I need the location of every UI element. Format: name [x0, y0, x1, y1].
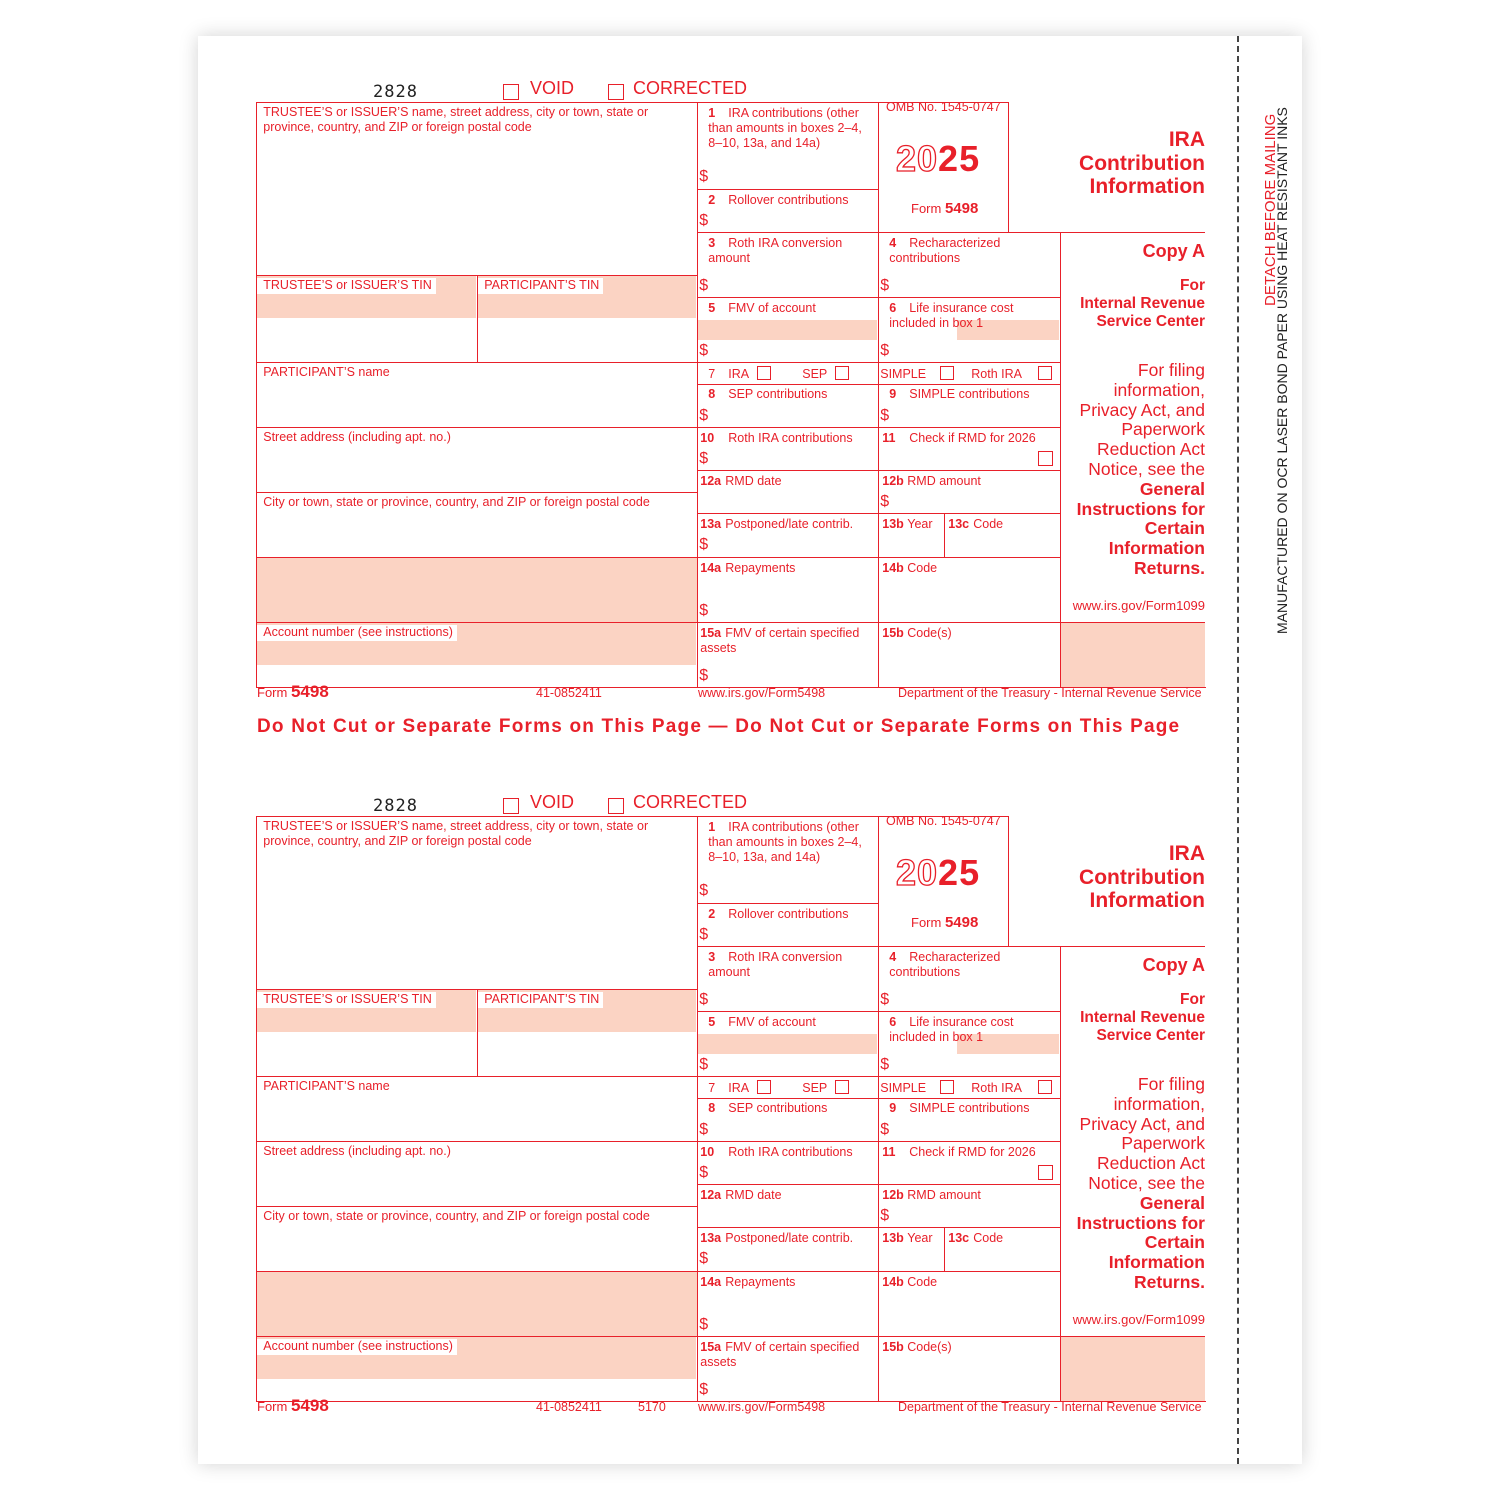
- dollar-sign: $: [699, 667, 709, 685]
- form-title: IRA Contribution Information: [1079, 128, 1205, 198]
- shaded-corner: [1060, 622, 1205, 688]
- form-code: 2828: [373, 796, 418, 816]
- box14b-label: 14b Code: [882, 561, 938, 576]
- simple-checkbox[interactable]: [940, 1080, 954, 1094]
- box10-label: 10 Roth IRA contributions: [700, 1145, 853, 1160]
- dollar-sign: $: [699, 1316, 709, 1334]
- box7-ira-label: IRA: [728, 367, 750, 382]
- box7-ira-label: IRA: [728, 1081, 750, 1096]
- dollar-sign: $: [880, 277, 890, 295]
- box14a-label: 14a Repayments: [700, 561, 796, 576]
- void-checkbox[interactable]: [503, 798, 519, 814]
- tax-year: 2025: [896, 852, 981, 893]
- box15a-label: 15a FMV of certain specified assets: [700, 1340, 860, 1370]
- box13a-label: 13a Postponed/late contrib.: [700, 1231, 854, 1246]
- box1-field[interactable]: [697, 816, 879, 904]
- box4-field[interactable]: [878, 232, 1061, 298]
- box4-field[interactable]: [878, 946, 1061, 1012]
- irs-link[interactable]: www.irs.gov/Form1099: [1072, 1312, 1205, 1327]
- box6-field[interactable]: [878, 1011, 1061, 1077]
- box12a-label: 12a RMD date: [700, 474, 782, 489]
- catalog-number: 41-0852411: [536, 686, 602, 700]
- box3-label: 3 Roth IRA conversion amount: [708, 236, 843, 266]
- box15b-field[interactable]: [878, 622, 1061, 688]
- box13c-field[interactable]: [944, 1227, 1061, 1272]
- box8-field[interactable]: [697, 1098, 879, 1142]
- trustee-tin-label: TRUSTEE’S or ISSUER’S TIN: [257, 278, 436, 294]
- box15a-field[interactable]: [697, 622, 879, 688]
- box7-right-field: [878, 362, 1061, 385]
- box2-label: 2 Rollover contributions: [708, 193, 849, 208]
- box12b-field[interactable]: [878, 1184, 1061, 1228]
- box3-label: 3 Roth IRA conversion amount: [708, 950, 843, 980]
- payer-info-label: TRUSTEE’S or ISSUER’S name, street address, city or town, state or province, country, and ZIP or foreign postal code: [263, 105, 649, 135]
- box6-label: 6 Life insurance cost included in box 1: [889, 1015, 1014, 1045]
- participant-tin-label: PARTICIPANT’S TIN: [478, 278, 603, 294]
- box15b-label: 15b Code(s): [882, 1340, 952, 1355]
- box12a-label: 12a RMD date: [700, 1188, 782, 1203]
- tint-bar: [698, 1034, 877, 1054]
- box7-num: 7: [708, 1081, 716, 1096]
- box12a-field[interactable]: [697, 1184, 879, 1228]
- box3-field[interactable]: [697, 946, 879, 1012]
- box7-roth-label: Roth IRA: [971, 367, 1022, 382]
- trustee-tin-field[interactable]: [256, 275, 478, 363]
- participant-name-field[interactable]: [256, 362, 698, 428]
- dollar-sign: $: [699, 1121, 709, 1139]
- catalog-number: 41-0852411: [536, 1400, 602, 1414]
- participant-tin-label: PARTICIPANT’S TIN: [478, 992, 603, 1008]
- form-5498-copy-1: [0, 80, 1500, 770]
- void-checkbox[interactable]: [503, 84, 519, 100]
- box2-field[interactable]: [697, 189, 879, 233]
- form-number-header: Form 5498: [911, 914, 979, 931]
- ira-checkbox[interactable]: [757, 366, 771, 380]
- copy-label: Copy A: [1142, 955, 1205, 975]
- sep-checkbox[interactable]: [835, 366, 849, 380]
- dollar-sign: $: [699, 277, 709, 295]
- participant-name-label: PARTICIPANT’S name: [263, 1079, 390, 1094]
- void-label: VOID: [530, 78, 575, 98]
- box3-field[interactable]: [697, 232, 879, 298]
- corrected-label: CORRECTED: [633, 792, 748, 812]
- dollar-sign: $: [699, 991, 709, 1009]
- sep-checkbox[interactable]: [835, 1080, 849, 1094]
- city-field[interactable]: [256, 492, 698, 558]
- dollar-sign: $: [699, 1164, 709, 1182]
- box7-simple-label: SIMPLE: [880, 1081, 927, 1096]
- box5-label: 5 FMV of account: [708, 1015, 816, 1030]
- account-number-field[interactable]: [256, 1336, 698, 1402]
- box13c-field[interactable]: [944, 513, 1061, 558]
- dollar-sign: $: [699, 1381, 709, 1399]
- box9-label: 9 SIMPLE contributions: [889, 1101, 1030, 1116]
- irs-link[interactable]: www.irs.gov/Form1099: [1072, 598, 1205, 613]
- box6-label: 6 Life insurance cost included in box 1: [889, 301, 1014, 331]
- form-number-header: Form 5498: [911, 200, 979, 217]
- box13a-label: 13a Postponed/late contrib.: [700, 517, 854, 532]
- account-number-field[interactable]: [256, 622, 698, 688]
- box11-label: 11 Check if RMD for 2026: [882, 431, 1036, 446]
- dollar-sign: $: [699, 926, 709, 944]
- city-label: City or town, state or province, country, and ZIP or foreign postal code: [263, 495, 650, 510]
- footer-form-number: Form 5498: [257, 682, 329, 701]
- account-number-label: Account number (see instructions): [257, 625, 457, 641]
- box11-field: [878, 427, 1061, 471]
- box7-left-field: [697, 1076, 879, 1099]
- tint-bar: [698, 320, 877, 340]
- box14b-label: 14b Code: [882, 1275, 938, 1290]
- dollar-sign: $: [880, 1207, 890, 1225]
- do-not-cut-banner: Do Not Cut or Separate Forms on This Page — Do Not Cut or Separate Forms on This Page: [257, 716, 1181, 737]
- omb-number: OMB No. 1545-0747: [886, 100, 1001, 114]
- dollar-sign: $: [699, 536, 709, 554]
- box11-label: 11 Check if RMD for 2026: [882, 1145, 1036, 1160]
- dollar-sign: $: [699, 1250, 709, 1268]
- dollar-sign: $: [699, 1056, 709, 1074]
- dollar-sign: $: [699, 450, 709, 468]
- box13b-label: 13b Year: [882, 1231, 933, 1246]
- trustee-tin-label: TRUSTEE’S or ISSUER’S TIN: [257, 992, 436, 1008]
- box13a-field[interactable]: [697, 513, 879, 558]
- box10-field[interactable]: [697, 1141, 879, 1185]
- dollar-sign: $: [699, 212, 709, 230]
- dollar-sign: $: [699, 882, 709, 900]
- box10-field[interactable]: [697, 427, 879, 471]
- form-link[interactable]: www.irs.gov/Form5498: [698, 1400, 826, 1414]
- omb-number: OMB No. 1545-0747: [886, 814, 1001, 828]
- box7-sep-label: SEP: [802, 1081, 828, 1096]
- box7-roth-label: Roth IRA: [971, 1081, 1022, 1096]
- box12b-label: 12b RMD amount: [882, 1188, 981, 1203]
- box15b-label: 15b Code(s): [882, 626, 952, 641]
- street-address-label: Street address (including apt. no.): [263, 430, 451, 445]
- box10-label: 10 Roth IRA contributions: [700, 431, 853, 446]
- box8-field[interactable]: [697, 384, 879, 428]
- box12b-field[interactable]: [878, 470, 1061, 514]
- paper-notice: MANUFACTURED ON OCR LASER BOND PAPER USING HEAT RESISTANT INKS: [1274, 107, 1290, 634]
- box4-label: 4 Recharacterized contributions: [889, 950, 1001, 980]
- form-5498-copy-2: [0, 794, 1500, 1484]
- department: Department of the Treasury - Internal Revenue Service: [898, 686, 1202, 700]
- shaded-corner: [1060, 1336, 1205, 1402]
- box13a-field[interactable]: [697, 1227, 879, 1272]
- detach-notice: DETACH BEFORE MAILING: [1262, 113, 1279, 306]
- box8-label: 8 SEP contributions: [708, 1101, 828, 1116]
- box7-right-field: [878, 1076, 1061, 1099]
- box4-label: 4 Recharacterized contributions: [889, 236, 1001, 266]
- corrected-checkbox[interactable]: [608, 798, 624, 814]
- box13c-label: 13c Code: [948, 517, 1004, 532]
- footer-extra-code: 5170: [638, 1400, 666, 1414]
- box14a-field[interactable]: [697, 1271, 879, 1337]
- form-title: IRA Contribution Information: [1079, 842, 1205, 912]
- dollar-sign: $: [880, 991, 890, 1009]
- shaded-area: [256, 1271, 698, 1337]
- box13b-field[interactable]: [878, 1227, 945, 1272]
- participant-tin-field[interactable]: [477, 989, 698, 1077]
- box7-simple-label: SIMPLE: [880, 367, 927, 382]
- for-irs-center: For Internal Revenue Service Center: [1080, 991, 1205, 1044]
- payer-info-field[interactable]: [256, 816, 698, 990]
- box14b-field[interactable]: [878, 1271, 1061, 1337]
- box9-field[interactable]: [878, 384, 1061, 428]
- for-irs-center: For Internal Revenue Service Center: [1080, 277, 1205, 330]
- box9-label: 9 SIMPLE contributions: [889, 387, 1030, 402]
- trustee-tin-field[interactable]: [256, 989, 478, 1077]
- box11-field: [878, 1141, 1061, 1185]
- dollar-sign: $: [699, 602, 709, 620]
- street-address-field[interactable]: [256, 1141, 698, 1207]
- box8-label: 8 SEP contributions: [708, 387, 828, 402]
- box15b-field[interactable]: [878, 1336, 1061, 1402]
- participant-name-label: PARTICIPANT’S name: [263, 365, 390, 380]
- form-code: 2828: [373, 82, 418, 102]
- city-label: City or town, state or province, country, and ZIP or foreign postal code: [263, 1209, 650, 1224]
- box1-label: 1 IRA contributions (other than amounts in boxes 2–4, 8–10, 13a, and 14a): [708, 820, 862, 865]
- box15a-field[interactable]: [697, 1336, 879, 1402]
- corrected-checkbox[interactable]: [608, 84, 624, 100]
- dollar-sign: $: [880, 493, 890, 511]
- box2-label: 2 Rollover contributions: [708, 907, 849, 922]
- filing-notice: For filing information, Privacy Act, and Paperwork Reduction Act Notice, see the General Instructions for Certain Information Returns.: [1076, 1074, 1205, 1292]
- dollar-sign: $: [699, 407, 709, 425]
- dollar-sign: $: [880, 342, 890, 360]
- dollar-sign: $: [880, 407, 890, 425]
- box12b-label: 12b RMD amount: [882, 474, 981, 489]
- box7-left-field: [697, 362, 879, 385]
- payer-info-label: TRUSTEE’S or ISSUER’S name, street address, city or town, state or province, country, and ZIP or foreign postal code: [263, 819, 649, 849]
- department: Department of the Treasury - Internal Revenue Service: [898, 1400, 1202, 1414]
- box5-field[interactable]: [697, 1011, 879, 1077]
- copy-label: Copy A: [1142, 241, 1205, 261]
- box2-field[interactable]: [697, 903, 879, 947]
- dollar-sign: $: [880, 1056, 890, 1074]
- footer-form-number: Form 5498: [257, 1396, 329, 1415]
- box12a-field[interactable]: [697, 470, 879, 514]
- box14b-field[interactable]: [878, 557, 1061, 623]
- void-label: VOID: [530, 792, 575, 812]
- box14a-label: 14a Repayments: [700, 1275, 796, 1290]
- city-field[interactable]: [256, 1206, 698, 1272]
- participant-name-field[interactable]: [256, 1076, 698, 1142]
- box9-field[interactable]: [878, 1098, 1061, 1142]
- box7-num: 7: [708, 367, 716, 382]
- box1-label: 1 IRA contributions (other than amounts in boxes 2–4, 8–10, 13a, and 14a): [708, 106, 862, 151]
- box13c-label: 13c Code: [948, 1231, 1004, 1246]
- street-address-field[interactable]: [256, 427, 698, 493]
- ira-checkbox[interactable]: [757, 1080, 771, 1094]
- participant-tin-field[interactable]: [477, 275, 698, 363]
- simple-checkbox[interactable]: [940, 366, 954, 380]
- dollar-sign: $: [699, 168, 709, 186]
- box13b-field[interactable]: [878, 513, 945, 558]
- box1-field[interactable]: [697, 102, 879, 190]
- street-address-label: Street address (including apt. no.): [263, 1144, 451, 1159]
- box7-sep-label: SEP: [802, 367, 828, 382]
- shaded-area: [256, 557, 698, 623]
- account-number-label: Account number (see instructions): [257, 1339, 457, 1355]
- payer-info-field[interactable]: [256, 102, 698, 276]
- box14a-field[interactable]: [697, 557, 879, 623]
- tax-year: 2025: [896, 138, 981, 179]
- dollar-sign: $: [699, 342, 709, 360]
- box5-label: 5 FMV of account: [708, 301, 816, 316]
- box5-field[interactable]: [697, 297, 879, 363]
- corrected-label: CORRECTED: [633, 78, 748, 98]
- filing-notice: For filing information, Privacy Act, and Paperwork Reduction Act Notice, see the General Instructions for Certain Information Returns.: [1076, 360, 1205, 578]
- box13b-label: 13b Year: [882, 517, 933, 532]
- box6-field[interactable]: [878, 297, 1061, 363]
- form-link[interactable]: www.irs.gov/Form5498: [698, 686, 826, 700]
- box15a-label: 15a FMV of certain specified assets: [700, 626, 860, 656]
- dollar-sign: $: [880, 1121, 890, 1139]
